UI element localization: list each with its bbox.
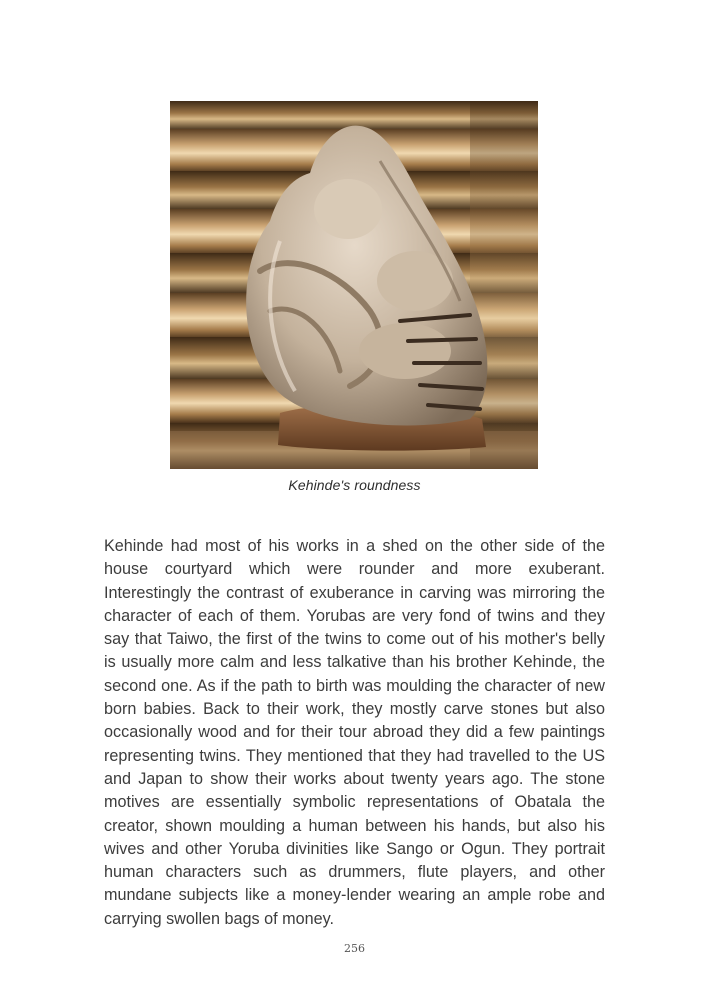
figure-caption: Kehinde's roundness — [288, 477, 421, 493]
sculpture-illustration — [170, 101, 538, 469]
body-paragraph: Kehinde had most of his works in a shed on the other side of the house courtyard which were rounder and more exuberant. Interestingly the contrast of exuberance in carving was mirroring the character of each of them. Yorubas are very fond of twins and they say that Taiwo, the first of the twins to come out of his mother's belly is usually more calm and less talkative than his brother Kehinde, the second one. As if the path to birth was moulding the character of new born babies. Back to their work, they mostly carve stones but also occasionally wood and for their tour abroad they did a few paintings representing twins. They mentioned that they had travelled to the US and Japan to show their works about twenty years ago. The stone motives are essentially symbolic representations of Obatala the creator, shown moulding a human between his hands, but also his wives and other Yoruba divinities like Sango or Ogun. They portrait human characters such as drummers, flute players, and other mundane subjects like a money-lender wearing an ample robe and carrying swollen bags of money. — [104, 537, 605, 928]
sculpture-photo — [170, 101, 538, 469]
page-number: 256 — [344, 942, 365, 955]
